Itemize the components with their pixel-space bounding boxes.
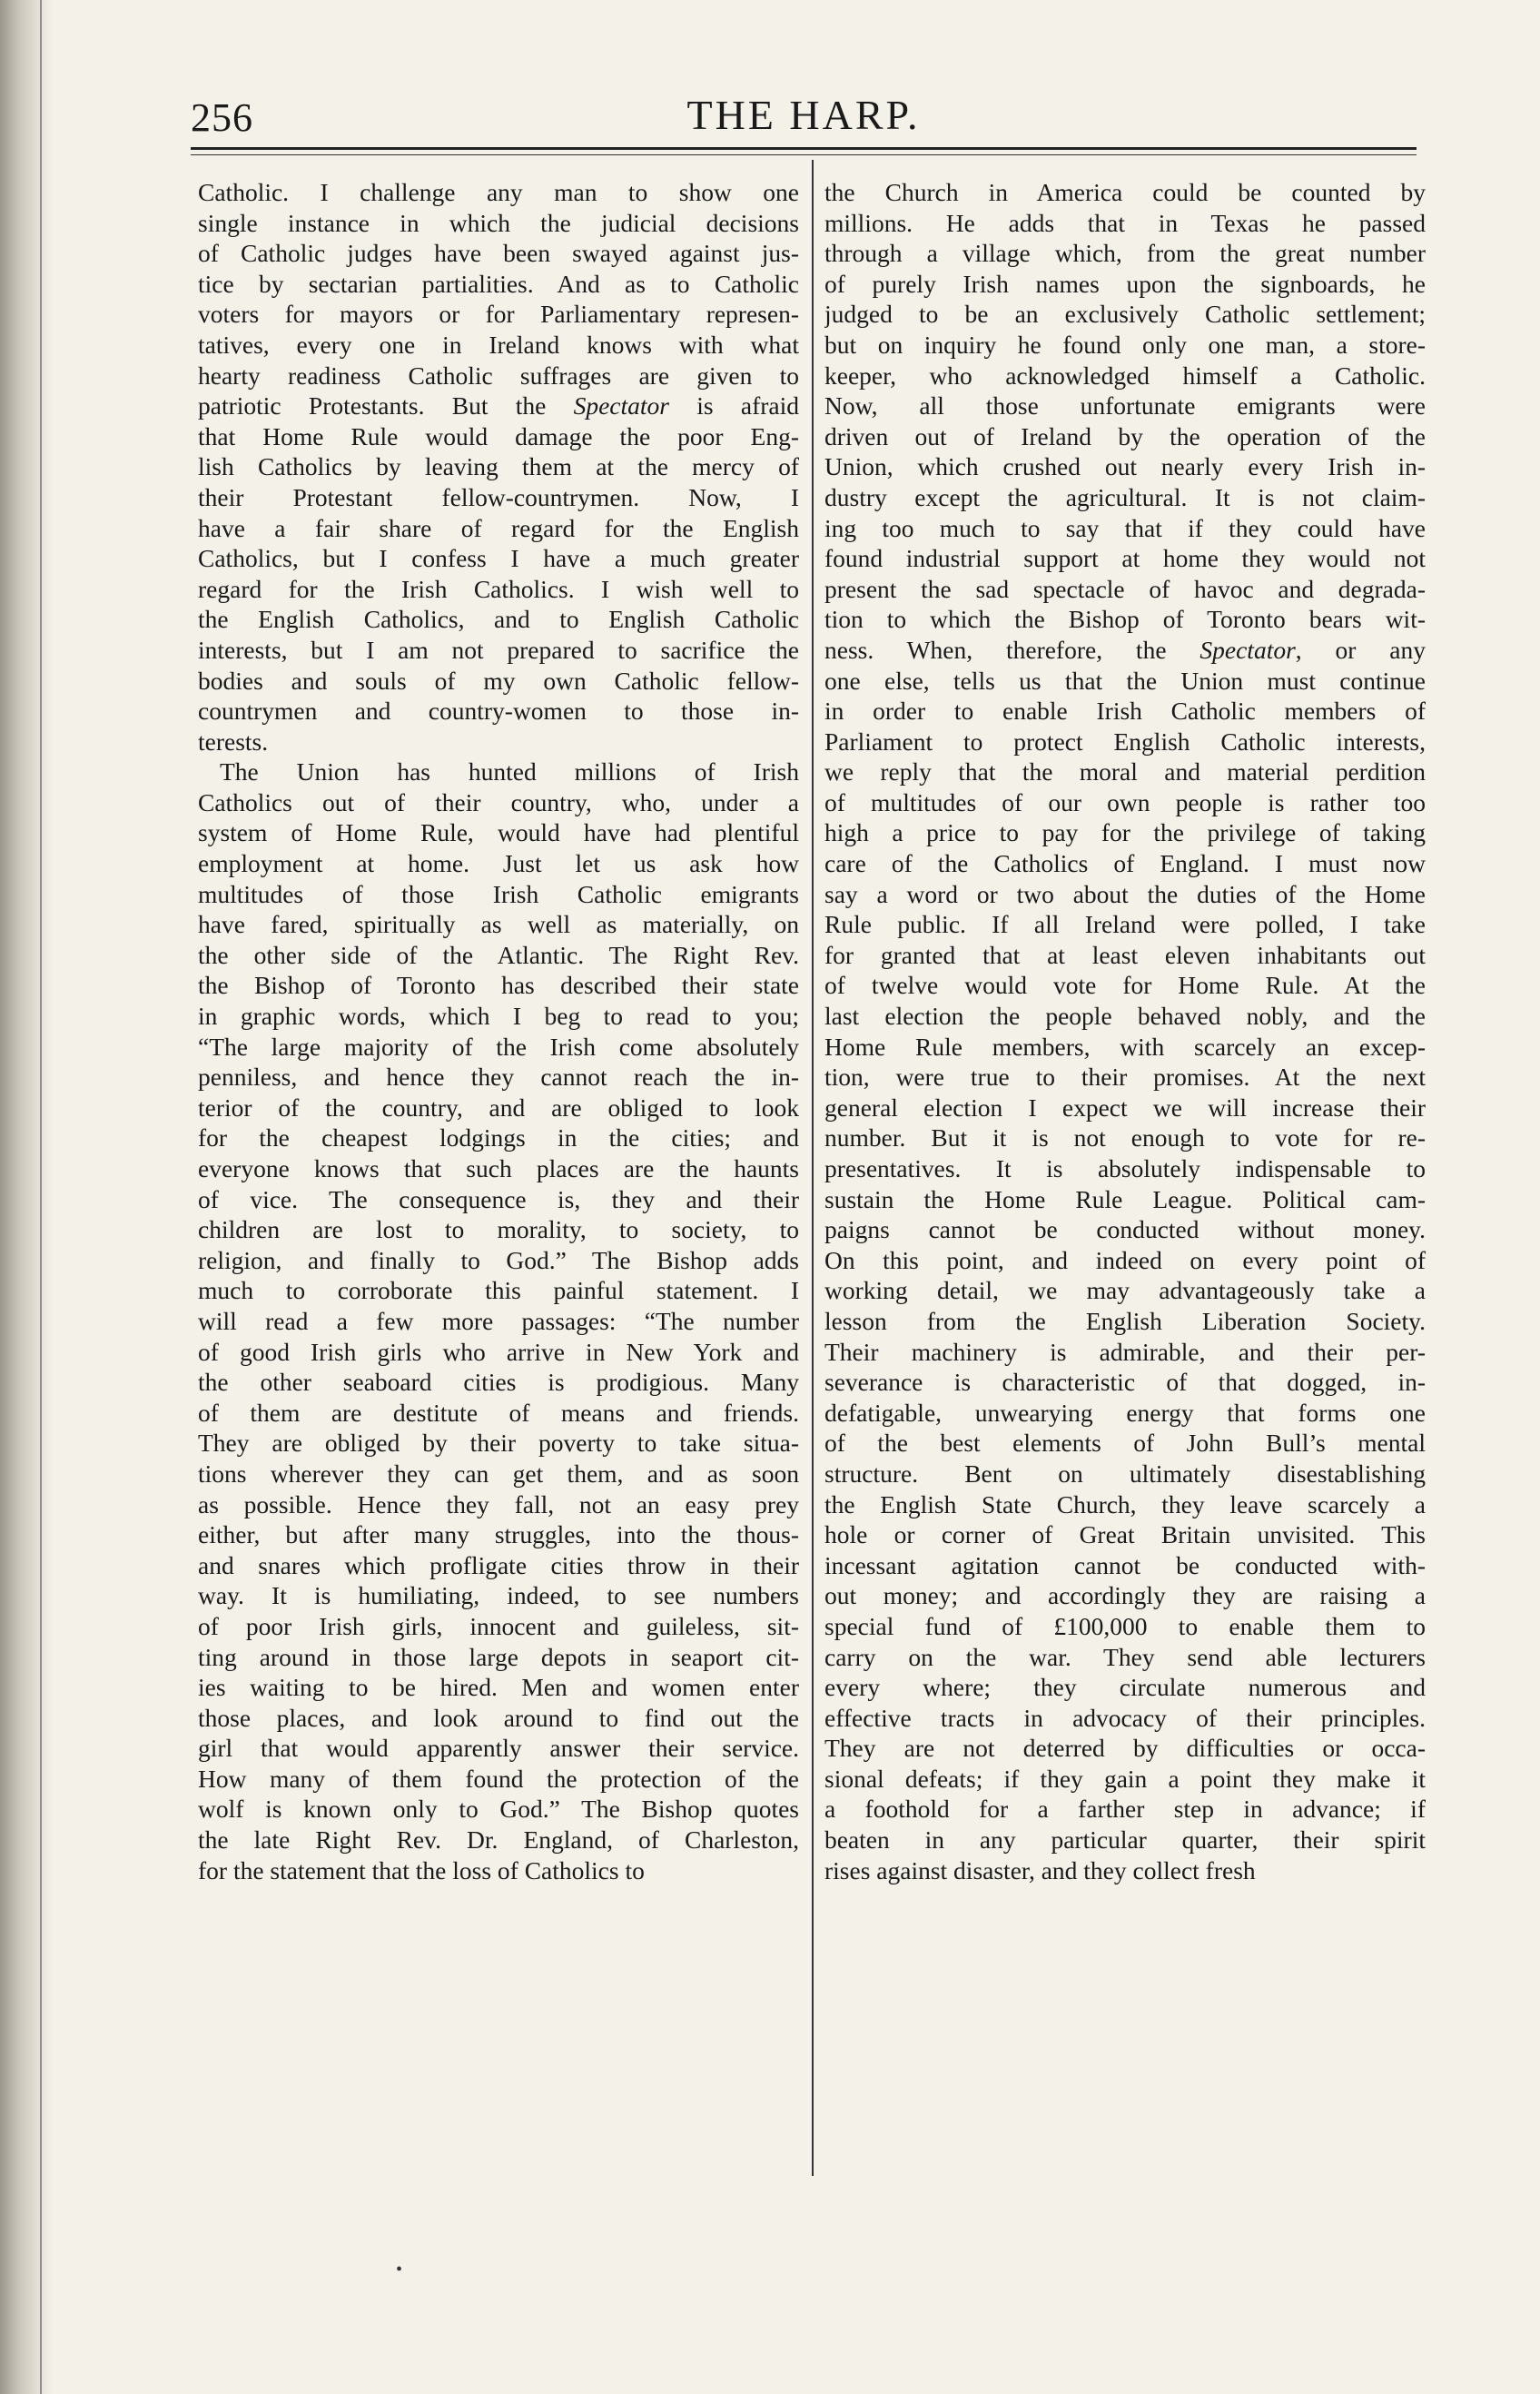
text-line: that Home Rule would damage the poor Eng-: [198, 421, 799, 450]
text-line: out money; and accordingly they are raising a: [824, 1581, 1426, 1610]
text-line: paigns cannot be conducted without money.: [824, 1215, 1426, 1244]
text-line: incessant agitation cannot be conducted with-: [824, 1550, 1426, 1579]
page-header: [191, 91, 1417, 145]
text-line: sional defeats; if they gain a point they make it: [824, 1764, 1426, 1793]
text-line: have fared, spiritually as well as materially, on: [198, 910, 799, 939]
text-line: the English Catholics, and to English Catholic: [198, 605, 799, 634]
text-line: found industrial support at home they would not: [824, 544, 1426, 573]
text-line: defatigable, unwearying energy that forms one: [824, 1398, 1426, 1427]
text-line: the English State Church, they leave scarcely a: [824, 1489, 1426, 1519]
text-line: tions wherever they can get them, and as soon: [198, 1459, 799, 1488]
text-line: single instance in which the judicial decisions: [198, 208, 799, 237]
column-divider: [812, 160, 814, 2176]
left-column: [198, 177, 799, 1885]
periodical-title: Spectator: [573, 391, 669, 420]
text-line: of Catholic judges have been swayed against jus-: [198, 239, 799, 268]
text-line: religion, and finally to God.” The Bishop adds: [198, 1245, 799, 1274]
text-line: ting around in those large depots in seaport cit-: [198, 1642, 799, 1671]
text-line: for the statement that the loss of Catholics to: [198, 1855, 645, 1885]
text-line: working detail, we may advantageously take a: [824, 1276, 1426, 1305]
text-line: of multitudes of our own people is rather too: [824, 787, 1426, 816]
text-line: employment at home. Just let us ask how: [198, 849, 799, 878]
text-line: ies waiting to be hired. Men and women enter: [198, 1673, 799, 1702]
text-line: last election the people behaved nobly, and the: [824, 1002, 1426, 1031]
text-line: their Protestant fellow-countrymen. Now, I: [198, 482, 799, 511]
text-line: system of Home Rule, would have had plentiful: [198, 818, 799, 847]
text-line: “The large majority of the Irish come absolutely: [198, 1032, 799, 1061]
text-line: a foothold for a farther step in advance; if: [824, 1795, 1426, 1824]
text-line: interests, but I am not prepared to sacrifice the: [198, 635, 799, 664]
text-line: number. But it is not enough to vote for re-: [824, 1123, 1426, 1152]
text-line: Parliament to protect English Catholic interests,: [824, 727, 1426, 756]
text-line: for the cheapest lodgings in the cities; and: [198, 1123, 799, 1152]
text-line: the Bishop of Toronto has described their state: [198, 971, 799, 1000]
text-line: millions. He adds that in Texas he passed: [824, 208, 1426, 237]
text-line: tatives, every one in Ireland knows with what: [198, 330, 799, 359]
text-line: rises against disaster, and they collect fresh: [824, 1855, 1256, 1885]
text-line: Rule public. If all Ireland were polled, I take: [824, 910, 1426, 939]
text-line: penniless, and hence they cannot reach the in-: [198, 1063, 799, 1092]
right-column: [824, 177, 1426, 1885]
text-line: terior of the country, and are obliged to look: [198, 1093, 799, 1122]
text-line: sustain the Home Rule League. Political cam-: [824, 1184, 1426, 1213]
text-line: ing too much to say that if they could have: [824, 513, 1426, 542]
text-line: of good Irish girls who arrive in New York and: [198, 1337, 799, 1366]
text-line: driven out of Ireland by the operation of the: [824, 421, 1426, 450]
text-line: Now, all those unfortunate emigrants were: [824, 391, 1426, 420]
text-line: special fund of £100,000 to enable them to: [824, 1611, 1426, 1640]
text-line: every where; they circulate numerous and: [824, 1673, 1426, 1702]
text-line: severance is characteristic of that dogged, in-: [824, 1368, 1426, 1397]
text-line: lish Catholics by leaving them at the mercy of: [198, 452, 799, 481]
text-line: way. It is humiliating, indeed, to see numbers: [198, 1581, 799, 1610]
header-rule: [191, 147, 1417, 150]
text-line: beaten in any particular quarter, their spirit: [824, 1825, 1426, 1855]
text-line: ness. When, therefore, the Spectator, or any: [824, 635, 1426, 664]
text-line: care of the Catholics of England. I must now: [824, 849, 1426, 878]
text-line: hearty readiness Catholic suffrages are given to: [198, 361, 799, 390]
text-line: presentatives. It is absolutely indispensable to: [824, 1154, 1426, 1182]
text-line: one else, tells us that the Union must continue: [824, 666, 1426, 695]
text-line: Their machinery is admirable, and their per-: [824, 1337, 1426, 1366]
page-number: 256: [191, 95, 253, 140]
text-line: girl that would apparently answer their service.: [198, 1734, 799, 1763]
text-line: have a fair share of regard for the English: [198, 513, 799, 542]
text-line: On this point, and indeed on every point of: [824, 1245, 1426, 1274]
text-line: will read a few more passages: “The number: [198, 1306, 799, 1335]
text-line: as possible. Hence they fall, not an easy prey: [198, 1489, 799, 1519]
text-line: keeper, who acknowledged himself a Catholic.: [824, 361, 1426, 390]
text-line: present the sad spectacle of havoc and degrada-: [824, 574, 1426, 603]
text-line: of twelve would vote for Home Rule. At the: [824, 971, 1426, 1000]
text-line: for granted that at least eleven inhabitants out: [824, 940, 1426, 969]
text-line: Catholic. I challenge any man to show one: [198, 178, 799, 206]
text-line: in graphic words, which I beg to read to you;: [198, 1002, 799, 1031]
text-line: in order to enable Irish Catholic members of: [824, 697, 1426, 726]
text-line: everyone knows that such places are the haunts: [198, 1154, 799, 1182]
text-line: Catholics, but I confess I have a much greater: [198, 544, 799, 573]
text-line: tice by sectarian partialities. And as to Catholic: [198, 269, 799, 298]
text-line: Home Rule members, with scarcely an excep-: [824, 1032, 1426, 1061]
text-line: structure. Bent on ultimately disestablishing: [824, 1459, 1426, 1488]
text-line: the Church in America could be counted by: [824, 178, 1426, 206]
text-line: either, but after many struggles, into the thous-: [198, 1520, 799, 1549]
text-line: tion to which the Bishop of Toronto bears wit-: [824, 605, 1426, 634]
text-line: of vice. The consequence is, they and their: [198, 1184, 799, 1213]
text-line: of poor Irish girls, innocent and guileless, sit-: [198, 1611, 799, 1640]
text-line: the other side of the Atlantic. The Right Rev.: [198, 940, 799, 969]
text-line: effective tracts in advocacy of their principles.: [824, 1703, 1426, 1732]
text-line: How many of them found the protection of the: [198, 1764, 799, 1793]
text-line: multitudes of those Irish Catholic emigrants: [198, 879, 799, 908]
text-line: dustry except the agricultural. It is not claim-: [824, 482, 1426, 511]
text-line: the late Right Rev. Dr. England, of Charleston,: [198, 1825, 799, 1855]
text-line: Union, which crushed out nearly every Irish in-: [824, 452, 1426, 481]
running-title: THE HARP.: [686, 92, 921, 138]
text-line: but on inquiry he found only one man, a store-: [824, 330, 1426, 359]
text-line: children are lost to morality, to society, to: [198, 1215, 799, 1244]
text-line: They are not deterred by difficulties or occa-: [824, 1734, 1426, 1763]
text-line: They are obliged by their poverty to take situa-: [198, 1429, 799, 1458]
binding-shadow: [0, 0, 53, 2394]
text-line: voters for mayors or for Parliamentary represen-: [198, 300, 799, 329]
text-line: and snares which profligate cities throw in their: [198, 1550, 799, 1579]
text-line: of them are destitute of means and friends.: [198, 1398, 799, 1427]
text-line: The Union has hunted millions of Irish: [220, 757, 799, 786]
text-line: Catholics out of their country, who, under a: [198, 787, 799, 816]
text-line: general election I expect we will increase their: [824, 1093, 1426, 1122]
text-line: patriotic Protestants. But the Spectator is afraid: [198, 391, 799, 420]
text-line: of the best elements of John Bull’s mental: [824, 1429, 1426, 1458]
text-line: much to corroborate this painful statement. I: [198, 1276, 799, 1305]
text-line: countrymen and country-women to those in-: [198, 697, 799, 726]
text-line: judged to be an exclusively Catholic settlement;: [824, 300, 1426, 329]
text-line: terests.: [198, 727, 269, 756]
periodical-title: Spectator: [1199, 635, 1296, 664]
text-line: high a price to pay for the privilege of taking: [824, 818, 1426, 847]
text-line: we reply that the moral and material perdition: [824, 757, 1426, 786]
text-line: say a word or two about the duties of the Home: [824, 879, 1426, 908]
text-line: the other seaboard cities is prodigious. Many: [198, 1368, 799, 1397]
binding-line: [40, 0, 42, 2394]
text-line: lesson from the English Liberation Society.: [824, 1306, 1426, 1335]
ink-speck: •: [396, 2260, 403, 2280]
text-line: carry on the war. They send able lecturers: [824, 1642, 1426, 1671]
text-line: hole or corner of Great Britain unvisited. This: [824, 1520, 1426, 1549]
text-line: tion, were true to their promises. At the next: [824, 1063, 1426, 1092]
text-line: regard for the Irish Catholics. I wish well to: [198, 574, 799, 603]
text-line: wolf is known only to God.” The Bishop quotes: [198, 1795, 799, 1824]
text-line: through a village which, from the great number: [824, 239, 1426, 268]
header-rule-thin: [191, 154, 1417, 155]
text-line: those places, and look around to find out the: [198, 1703, 799, 1732]
text-line: bodies and souls of my own Catholic fellow-: [198, 666, 799, 695]
text-line: of purely Irish names upon the signboards, he: [824, 269, 1426, 298]
